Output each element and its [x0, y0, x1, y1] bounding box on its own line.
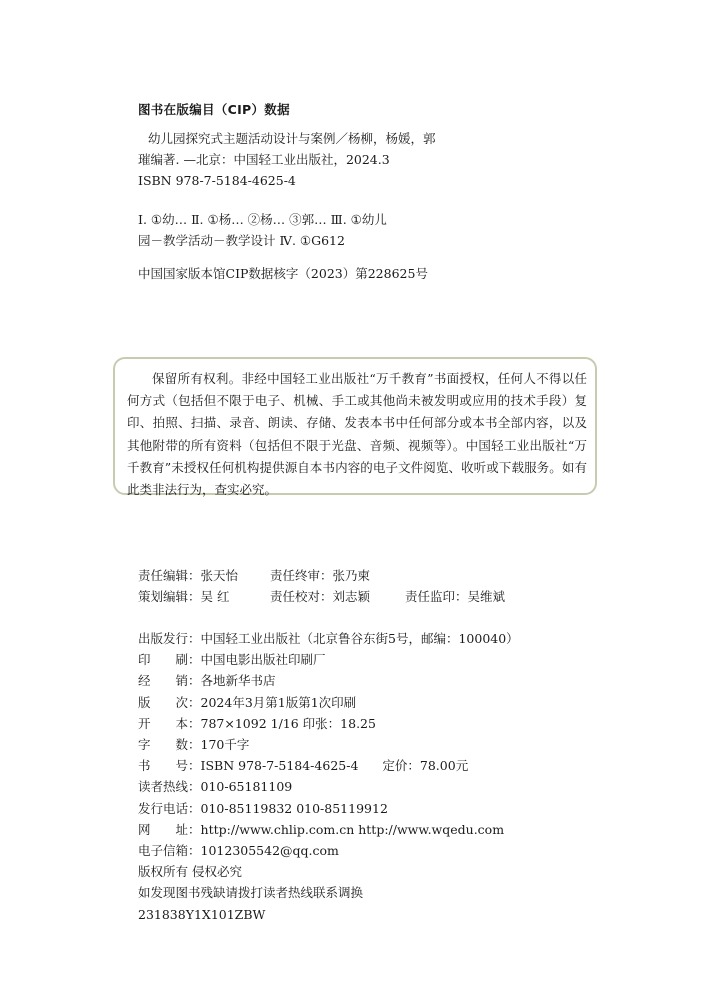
format-label: 开 本：	[138, 715, 201, 731]
hotline-value: 010-65181109	[200, 779, 293, 795]
cip-classification-1: Ⅰ. ①幼… Ⅱ. ①杨… ②杨… ③郭… Ⅲ. ①幼儿	[138, 212, 387, 227]
credit-editor: 责任编辑：张天怡	[138, 568, 239, 583]
cip-classification-2: 园－教学活动－教学设计 Ⅳ. ①G612	[138, 233, 345, 248]
rights-notice-text: 保留所有权利。非经中国轻工业出版社“万千教育”书面授权，任何人不得以任何方式（包括但不限于电子、机械、手工或其他尚未被发明或应用的技术手段）复印、拍照、扫描、录音、朗读、存储、发表本书中任何部分或本书全部内容，以及其他附带的所有资料（包括但不限于光盘、音频、视频等）。中国轻工业出版社“万千教育”未授权任何机构提供源自本书内容的电子文件阅览、收听或下载服务。如有此类非法行为，查实必究。	[127, 371, 587, 498]
email-value: 1012305542@qq.com	[200, 843, 339, 859]
pub-row-sales-phone	[138, 798, 519, 819]
pub-row-isbn	[138, 755, 519, 776]
cip-author-line: 璀编著. —北京：中国轻工业出版社，2024.3	[138, 152, 390, 167]
edition-label: 版 次：	[138, 694, 201, 710]
cip-isbn: ISBN 978-7-5184-4625-4	[138, 173, 296, 188]
word-count-label: 字 数：	[138, 737, 201, 753]
publisher-label: 出版发行：	[138, 631, 201, 646]
pub-row-distributor	[138, 670, 519, 691]
word-count-value: 170千字	[200, 737, 250, 753]
cip-title: 图书在版编目（CIP）数据	[138, 102, 290, 117]
replacement-notice: 如发现图书残缺请拨打读者热线联系调换	[138, 885, 364, 901]
publisher-value: 中国轻工业出版社（北京鲁谷东街5号，邮编：100040）	[200, 631, 519, 646]
printer-label: 印 刷：	[138, 652, 201, 668]
credit-final-review: 责任终审：张乃柬	[270, 568, 371, 583]
website-label: 网 址：	[138, 821, 201, 837]
cip-data-block	[138, 128, 568, 284]
website-value: http://www.chlip.com.cn http://www.wqedu.com	[200, 821, 505, 837]
sales-phone-label: 发行电话：	[138, 800, 201, 816]
isbn-label: 书 号：	[138, 758, 201, 774]
pub-row-format	[138, 713, 519, 734]
email-label: 电子信箱：	[138, 843, 201, 859]
credit-proofreader: 责任校对：刘志颖	[270, 589, 371, 604]
publication-info	[138, 628, 519, 925]
credits-row	[138, 565, 505, 586]
pub-row-edition	[138, 692, 519, 713]
cip-record-number: 中国国家版本馆CIP数据核字（2023）第228625号	[138, 266, 428, 281]
edition-value: 2024年3月第1版第1次印刷	[200, 694, 357, 710]
pub-row-website	[138, 819, 519, 840]
editorial-credits	[138, 565, 505, 607]
format-value: 787×1092 1/16 印张：18.25	[200, 715, 376, 731]
pub-row-printer	[138, 649, 519, 670]
sales-phone-value: 010-85119832 010-85119912	[200, 800, 388, 816]
distributor-label: 经 销：	[138, 673, 201, 689]
cip-book-title-line: 幼儿园探究式主题活动设计与案例／杨柳，杨媛，郭	[148, 131, 436, 146]
distributor-value: 各地新华书店	[200, 673, 276, 689]
product-code: 231838Y1X101ZBW	[138, 906, 266, 922]
price: 定价：78.00元	[382, 758, 469, 774]
pub-row-hotline	[138, 776, 519, 797]
credit-planning-editor: 策划编辑：吴 红	[138, 589, 230, 604]
printer-value: 中国电影出版社印刷厂	[200, 652, 326, 668]
isbn-value: ISBN 978-7-5184-4625-4	[200, 758, 359, 774]
pub-row-word-count	[138, 734, 519, 755]
pub-row-publisher	[138, 628, 519, 649]
copyright-line: 版权所有 侵权必究	[138, 864, 242, 880]
credits-row	[138, 586, 505, 607]
credit-print-supervisor: 责任监印：吴维斌	[405, 589, 506, 604]
hotline-label: 读者热线：	[138, 779, 201, 795]
pub-row-email	[138, 840, 519, 861]
